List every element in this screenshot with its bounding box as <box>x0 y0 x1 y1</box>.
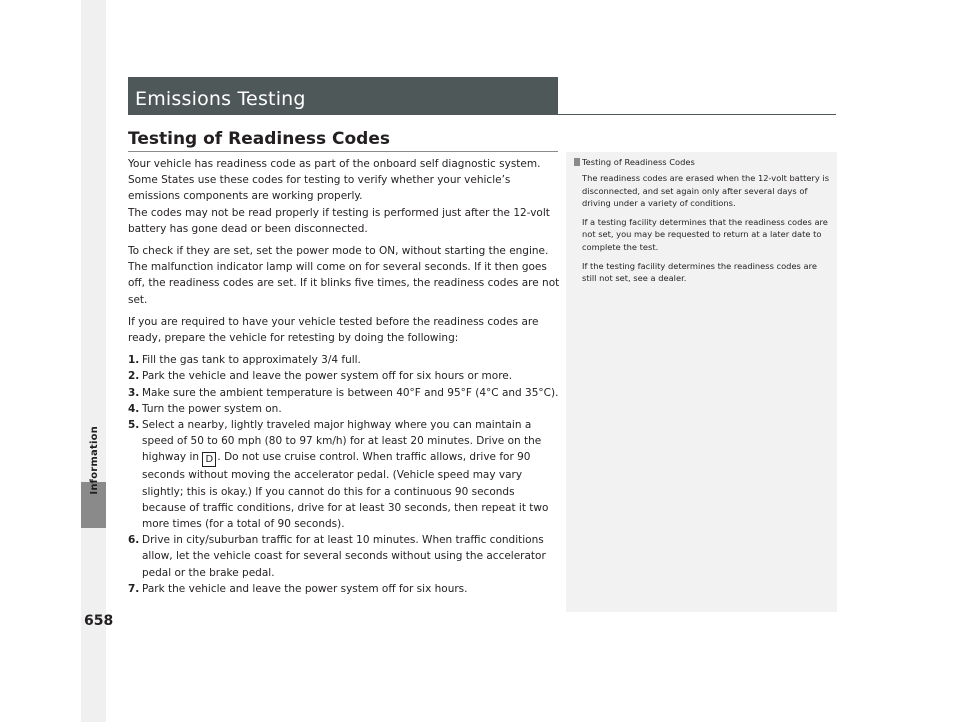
side-note-title-text: Testing of Readiness Codes <box>582 157 695 167</box>
intro-paragraph-2: The codes may not be read properly if testing is performed just after the 12-volt battery has gone dead or been disconnected. <box>128 206 550 235</box>
side-note-body <box>582 172 830 291</box>
step-number: 6. <box>128 534 140 547</box>
step-text-continued: . Do not use cruise control. When traffic allows, drive for 90 seconds without moving the accelerator pedal. (Vehicle speed may vary slightly; this is okay.) If you cannot do this for a continuous 90 seconds because of traffic conditions, drive for at least 30 seconds, then repeat it two more times (for a total of 90 seconds). <box>142 451 549 531</box>
note-paragraph-2: If a testing facility determines that the readiness codes are not set, you may be requested to return at a later date to complete the test. <box>582 216 828 252</box>
step-text: Park the vehicle and leave the power system off for six hours or more. <box>142 370 513 383</box>
header-rule <box>558 114 836 115</box>
step-6 <box>128 532 561 581</box>
step-text: Fill the gas tank to approximately 3/4 full. <box>142 354 361 367</box>
section-title: Emissions Testing <box>135 88 306 110</box>
note-paragraph-1: The readiness codes are erased when the 12-volt battery is disconnected, and set again only after several days of driving under a variety of conditions. <box>582 173 830 209</box>
side-label <box>82 410 106 510</box>
step-text: Drive in city/suburban traffic for at least 10 minutes. When traffic conditions allow, let the vehicle coast for several seconds without using the accelerator pedal or the brake pedal. <box>142 534 546 579</box>
note-paragraph-3: If the testing facility determines the readiness codes are still not set, see a dealer. <box>582 260 817 284</box>
step-text: Turn the power system on. <box>142 402 282 415</box>
step-3 <box>128 385 561 401</box>
step-number: 4. <box>128 402 140 415</box>
note-marker-icon <box>574 158 580 166</box>
page-heading: Testing of Readiness Codes <box>128 129 390 149</box>
page-number: 658 <box>84 613 114 629</box>
step-number: 7. <box>128 582 140 595</box>
heading-rule <box>128 151 558 152</box>
step-number: 3. <box>128 386 140 399</box>
step-5 <box>128 417 561 532</box>
step-text: Park the vehicle and leave the power system off for six hours. <box>142 582 468 595</box>
step-7 <box>128 581 561 597</box>
step-1 <box>128 352 561 368</box>
step-text: Select a nearby, lightly traveled major highway where you can maintain a speed of 50 to 60 mph (80 to 97 km/h) for at least 20 minutes. Drive on the highway in <box>142 419 542 464</box>
step-number: 2. <box>128 370 140 383</box>
step-number: 1. <box>128 354 140 367</box>
side-note-title <box>574 157 695 167</box>
step-4 <box>128 401 561 417</box>
intro-paragraph-1: Your vehicle has readiness code as part of the onboard self diagnostic system. Some States use these codes for testing to verify whether your vehicle’s emissions components are working properly. <box>128 158 541 203</box>
retest-paragraph: If you are required to have your vehicle tested before the readiness codes are ready, prepare the vehicle for retesting by doing the following: <box>128 315 539 345</box>
check-paragraph: To check if they are set, set the power mode to ON, without starting the engine. The malfunction indicator lamp will come on for several seconds. If it then goes off, the readiness codes are set. If it blinks five times, the readiness codes are not set. <box>128 245 560 306</box>
side-label-text: Information <box>88 425 100 495</box>
step-number: 5. <box>128 419 140 432</box>
main-content <box>128 156 561 597</box>
step-text: Make sure the ambient temperature is between 40°F and 95°F (4°C and 35°C). <box>142 386 559 399</box>
drive-position-d-icon: D <box>202 452 216 467</box>
step-2 <box>128 368 561 384</box>
